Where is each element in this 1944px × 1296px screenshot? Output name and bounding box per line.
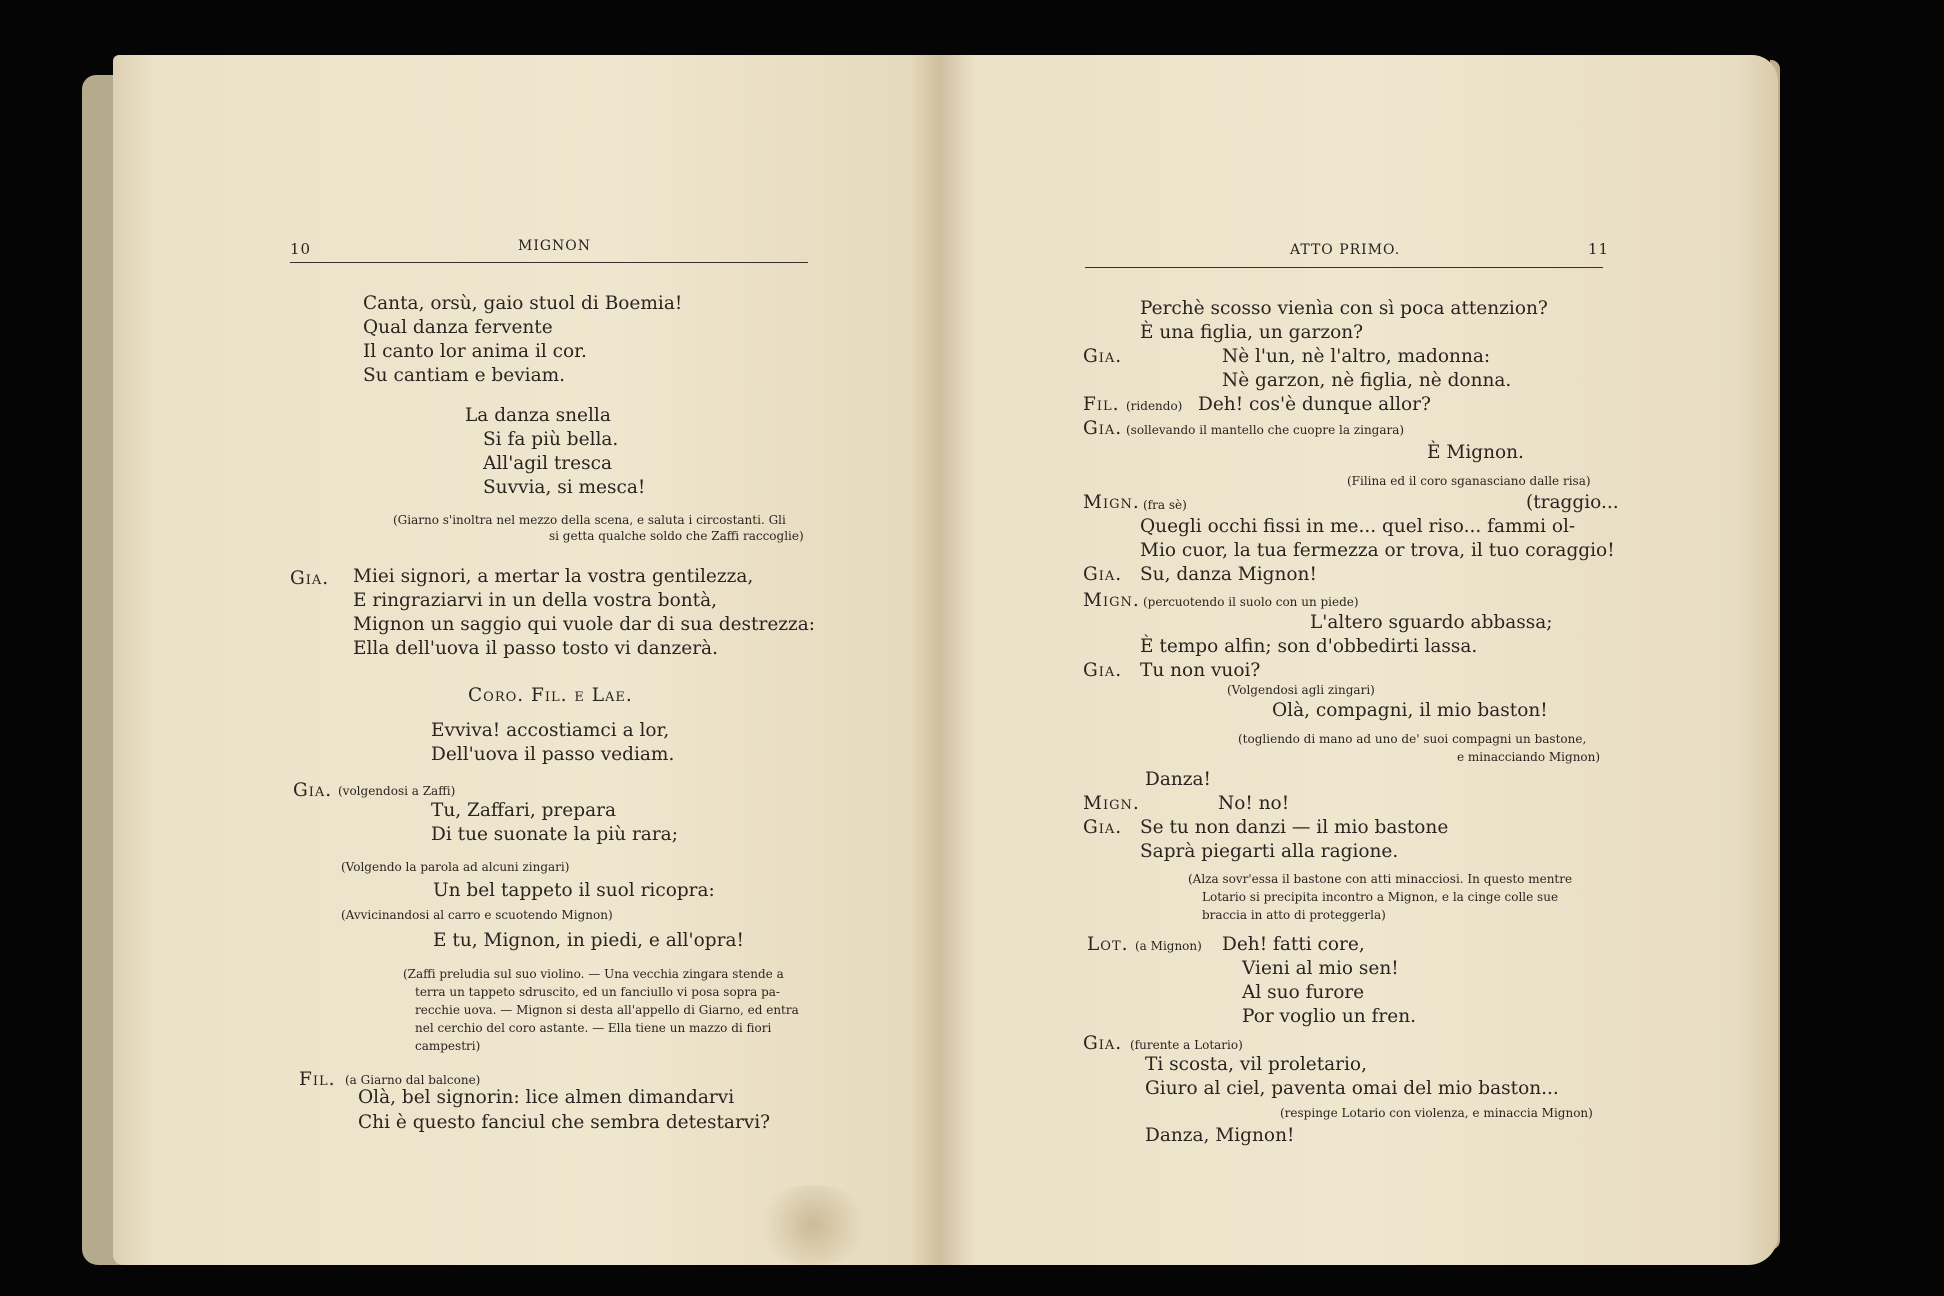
stage-direction: (Volgendo la parola ad alcuni zingari) xyxy=(341,860,570,874)
verse-line: Danza! xyxy=(1145,769,1211,790)
left-page xyxy=(113,55,943,1265)
verse-line: Se tu non danzi — il mio bastone xyxy=(1140,817,1449,838)
verse-line: Al suo furore xyxy=(1242,982,1365,1003)
speaker-label: Mign. xyxy=(1083,590,1140,611)
running-title: MIGNON xyxy=(518,238,592,254)
verse-line: Il canto lor anima il cor. xyxy=(363,341,587,362)
header-rule xyxy=(290,262,808,263)
stage-direction: Lotario si precipita incontro a Mignon, e la cinge colle sue xyxy=(1202,890,1559,904)
stage-direction: (fra sè) xyxy=(1143,498,1187,512)
stage-direction: (togliendo di mano ad uno de' suoi compagni un bastone, xyxy=(1238,732,1587,746)
verse-line: Nè garzon, nè figlia, nè donna. xyxy=(1222,370,1512,391)
stage-direction: (respinge Lotario con violenza, e minaccia Mignon) xyxy=(1280,1106,1593,1120)
header-rule xyxy=(1085,267,1603,268)
verse-line: Canta, orsù, gaio stuol di Boemia! xyxy=(363,293,683,314)
verse-line: Mio cuor, la tua fermezza or trova, il tuo coraggio! xyxy=(1140,540,1615,561)
speaker-label: Mign. xyxy=(1083,793,1140,814)
verse-line: Tu non vuoi? xyxy=(1140,660,1261,681)
speaker-label: Gia. xyxy=(1083,660,1123,681)
verse-line: All'agil tresca xyxy=(483,453,612,474)
verse-line: Un bel tappeto il suol ricopra: xyxy=(433,880,715,901)
stage-direction: (Zaffi preludia sul suo violino. — Una vecchia zingara stende a xyxy=(403,967,784,981)
stage-direction: (a Mignon) xyxy=(1135,939,1202,953)
verse-line: Suvvia, si mesca! xyxy=(483,477,646,498)
stage-direction: (ridendo) xyxy=(1126,399,1183,413)
verse-line: No! no! xyxy=(1218,793,1290,814)
verse-line: Si fa più bella. xyxy=(483,429,619,450)
verse-line: La danza snella xyxy=(465,405,611,426)
verse-line: Miei signori, a mertar la vostra gentilezza, xyxy=(353,566,754,587)
verse-line: Chi è questo fanciul che sembra detestarvi? xyxy=(358,1112,771,1133)
verse-line: Deh! cos'è dunque allor? xyxy=(1198,394,1431,415)
speaker-label: Gia. xyxy=(1083,346,1123,367)
speaker-label: Fil. xyxy=(1083,394,1120,415)
speaker-label: Fil. xyxy=(299,1069,336,1090)
verse-line: Perchè scosso vienìa con sì poca attenzion? xyxy=(1140,298,1548,319)
verse-line: Vieni al mio sen! xyxy=(1242,958,1399,979)
verse-line: Olà, bel signorin: lice almen dimandarvi xyxy=(358,1087,735,1108)
stage-direction: recchie uova. — Mignon si desta all'appello di Giarno, ed entra xyxy=(415,1003,799,1017)
speaker-label: Gia. xyxy=(293,780,333,801)
verse-line: Su, danza Mignon! xyxy=(1140,564,1317,585)
verse-line: Mignon un saggio qui vuole dar di sua destrezza: xyxy=(353,614,816,635)
verse-line: È tempo alfin; son d'obbedirti lassa. xyxy=(1140,636,1478,657)
stage-direction: braccia in atto di proteggerla) xyxy=(1202,908,1386,922)
verse-line: Qual danza fervente xyxy=(363,317,553,338)
right-page xyxy=(940,55,1778,1265)
stage-direction: (Volgendosi agli zingari) xyxy=(1227,683,1375,697)
water-stain xyxy=(753,1185,873,1265)
verse-line: E ringraziarvi in un della vostra bontà, xyxy=(353,590,718,611)
speaker-label: Gia. xyxy=(290,568,330,589)
running-title: ATTO PRIMO. xyxy=(1290,242,1401,258)
verse-line: E tu, Mignon, in piedi, e all'opra! xyxy=(433,930,744,951)
stage-direction: (percuotendo il suolo con un piede) xyxy=(1143,595,1359,609)
verse-line: Deh! fatti core, xyxy=(1222,934,1365,955)
speaker-label: Lot. xyxy=(1087,934,1129,955)
stage-direction: (furente a Lotario) xyxy=(1130,1038,1243,1052)
verse-line: È Mignon. xyxy=(1427,442,1524,463)
page-number: 10 xyxy=(290,240,312,258)
verse-line: L'altero sguardo abbassa; xyxy=(1310,612,1553,633)
verse-line: Di tue suonate la più rara; xyxy=(431,824,678,845)
stage-direction: (volgendosi a Zaffi) xyxy=(338,784,456,798)
verse-line: È una figlia, un garzon? xyxy=(1140,322,1364,343)
speaker-label: Gia. xyxy=(1083,418,1123,439)
verse-line: Evviva! accostiamci a lor, xyxy=(431,720,670,741)
verse-line: Saprà piegarti alla ragione. xyxy=(1140,841,1399,862)
stage-direction: (Giarno s'inoltra nel mezzo della scena, e saluta i circostanti. Gli xyxy=(393,513,786,527)
page-number: 11 xyxy=(1588,240,1610,258)
speaker-label: Mign. xyxy=(1083,492,1140,513)
speaker-label: Coro. Fil. e Lae. xyxy=(468,685,633,706)
stage-direction: terra un tappeto sdruscito, ed un fanciullo vi posa sopra pa- xyxy=(415,985,780,999)
speaker-label: Gia. xyxy=(1083,564,1123,585)
stage-direction: e minacciando Mignon) xyxy=(1457,750,1601,764)
verse-line: Olà, compagni, il mio baston! xyxy=(1272,700,1548,721)
verse-line: Tu, Zaffari, prepara xyxy=(431,800,616,821)
verse-line: Danza, Mignon! xyxy=(1145,1125,1295,1146)
stage-direction: (Alza sovr'essa il bastone con atti minacciosi. In questo mentre xyxy=(1188,872,1573,886)
verse-line: Su cantiam e beviam. xyxy=(363,365,566,386)
stage-direction: (a Giarno dal balcone) xyxy=(345,1073,481,1087)
speaker-label: Gia. xyxy=(1083,1033,1123,1054)
stage-direction: si getta qualche soldo che Zaffi raccoglie) xyxy=(549,529,804,543)
verse-line: Ella dell'uova il passo tosto vi danzerà. xyxy=(353,638,718,659)
verse-line: Dell'uova il passo vediam. xyxy=(431,744,675,765)
stage-direction: nel cerchio del coro astante. — Ella tiene un mazzo di fiori xyxy=(415,1021,772,1035)
stage-direction: (Filina ed il coro sganasciano dalle risa) xyxy=(1347,474,1591,488)
verse-line: Giuro al ciel, paventa omai del mio baston... xyxy=(1145,1078,1559,1099)
stage-direction: (Avvicinandosi al carro e scuotendo Mignon) xyxy=(341,908,613,922)
verse-line: (traggio... xyxy=(1526,492,1619,513)
verse-line: Ti scosta, vil proletario, xyxy=(1145,1054,1367,1075)
verse-line: Nè l'un, nè l'altro, madonna: xyxy=(1222,346,1491,367)
verse-line: Por voglio un fren. xyxy=(1242,1006,1416,1027)
speaker-label: Gia. xyxy=(1083,817,1123,838)
verse-line: Quegli occhi fissi in me... quel riso... fammi ol- xyxy=(1140,516,1576,537)
stage-direction: (sollevando il mantello che cuopre la zingara) xyxy=(1126,423,1405,437)
stage-direction: campestri) xyxy=(415,1039,481,1053)
